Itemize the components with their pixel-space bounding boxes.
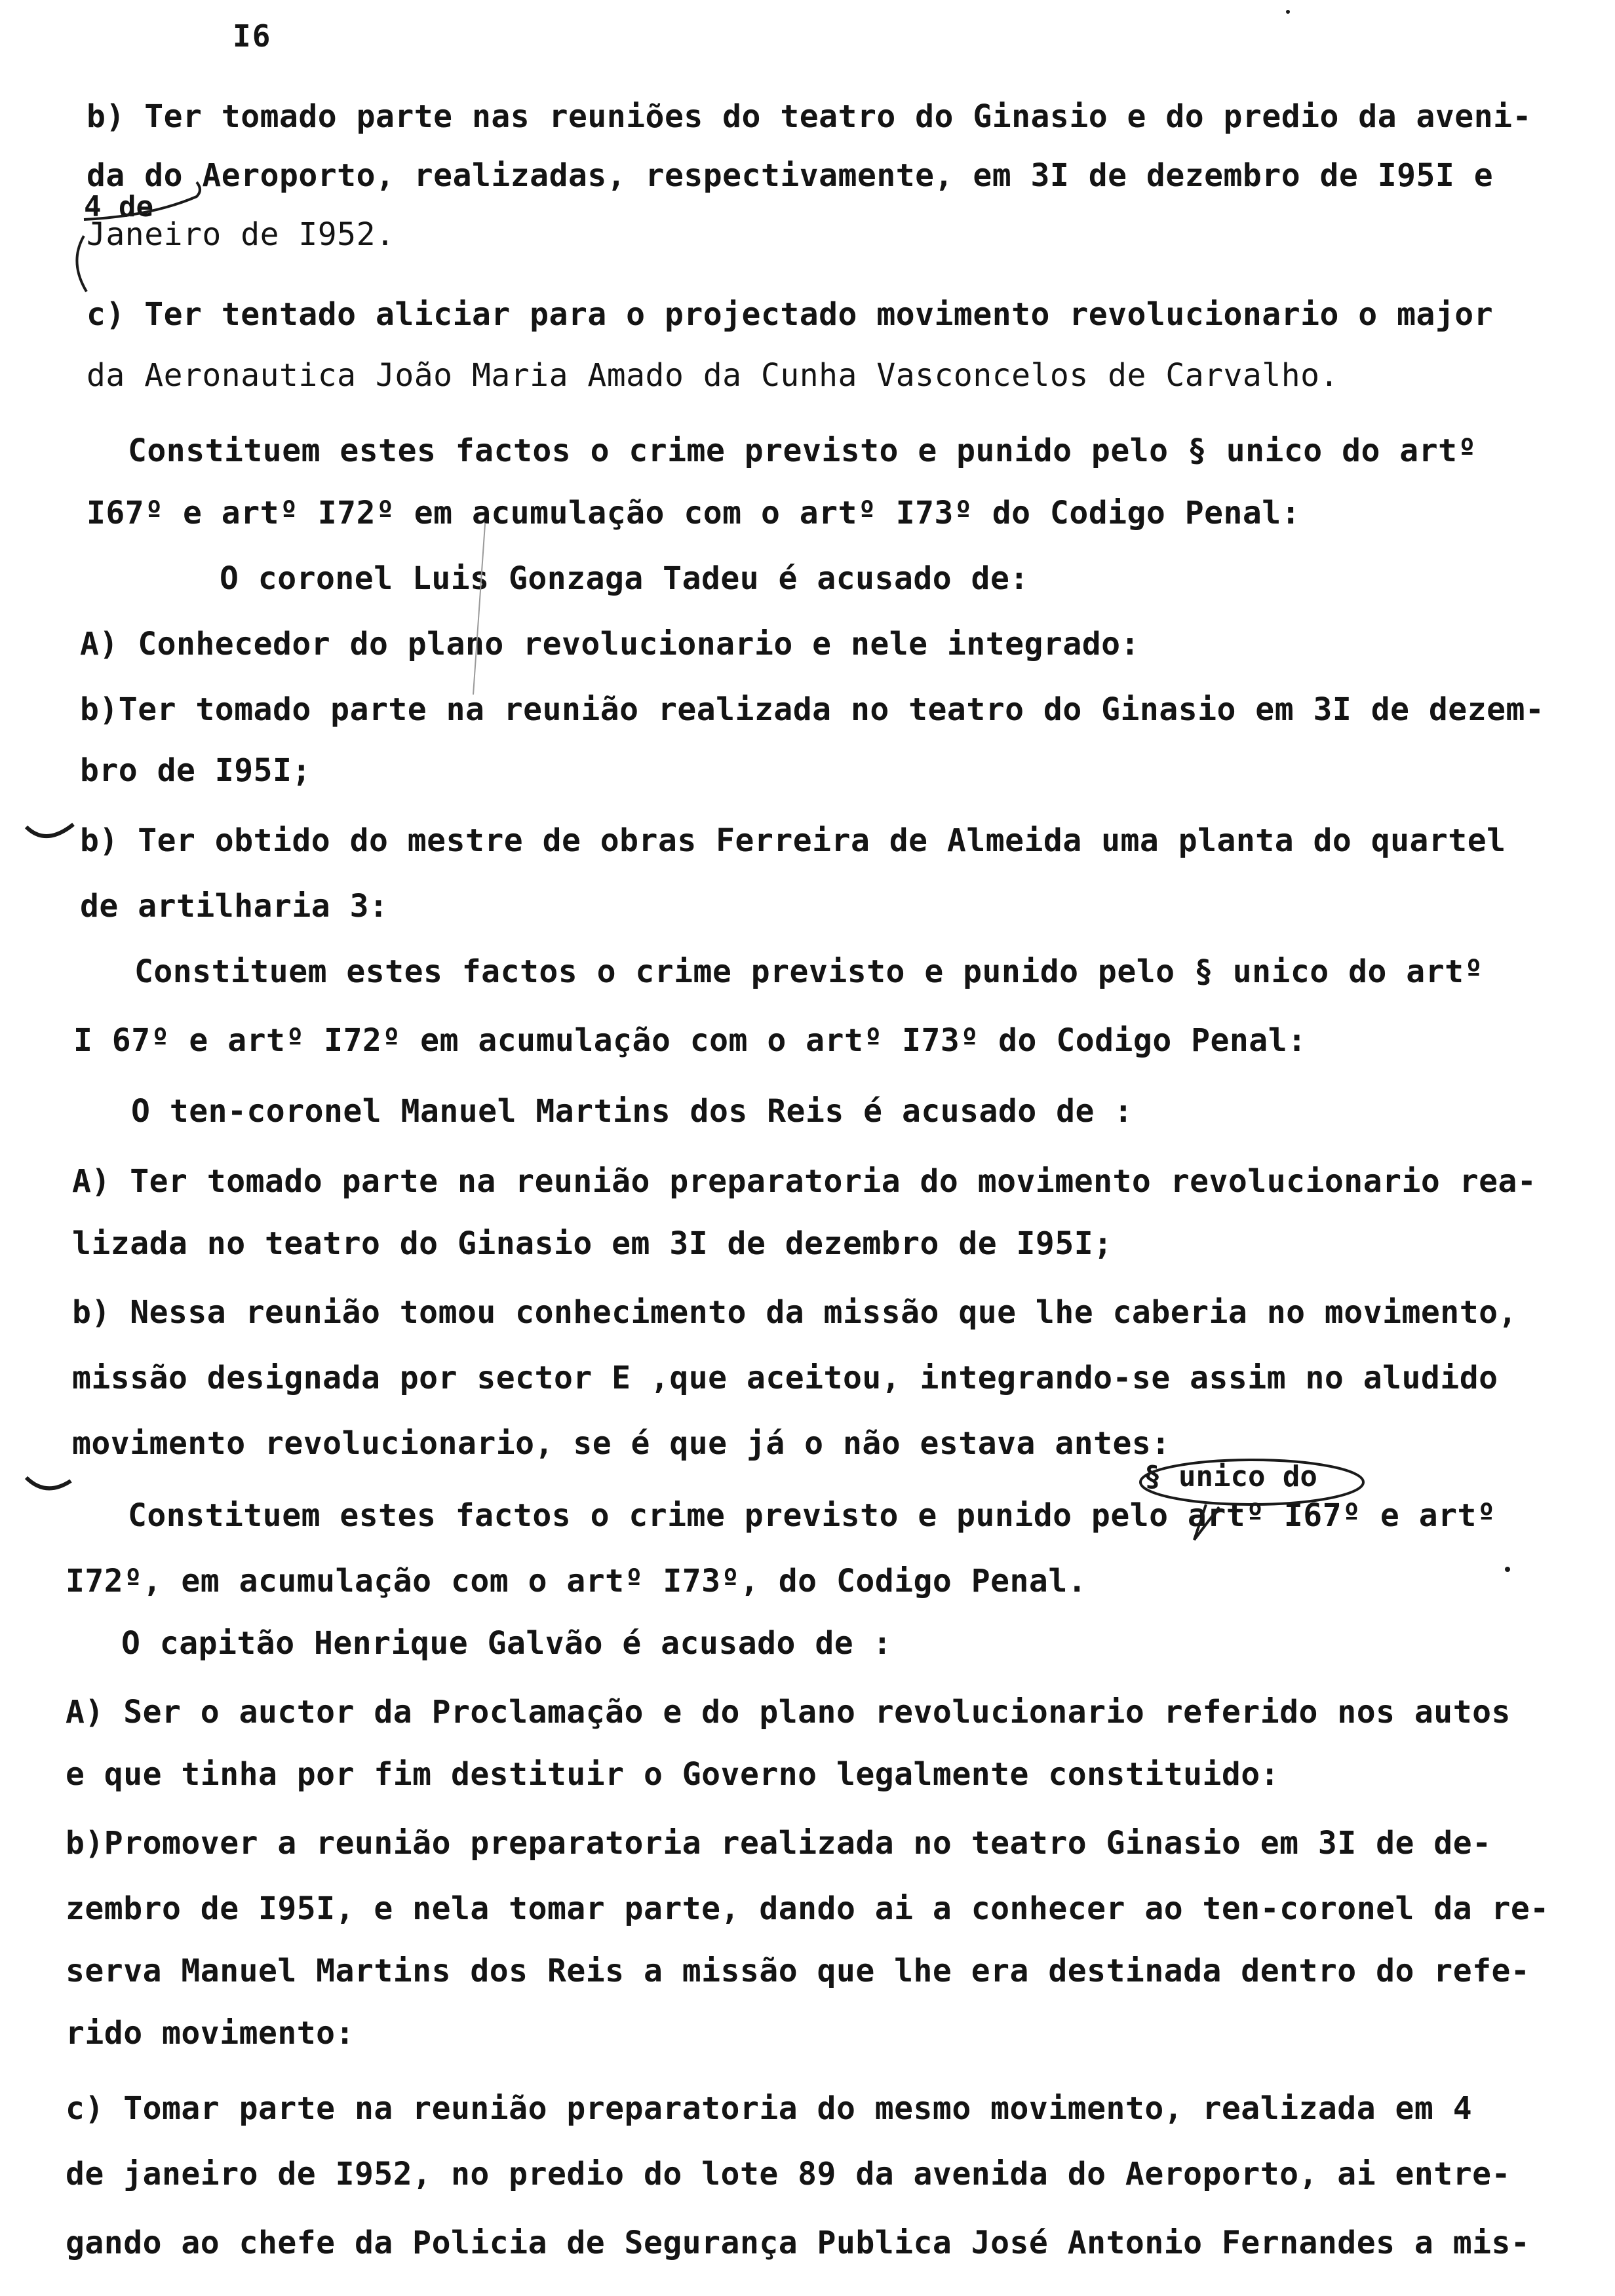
text-line: bro de I95I;: [80, 752, 311, 789]
text-line: A) Ser o auctor da Proclamação e do plano revolucionario referido nos autos: [66, 1694, 1511, 1731]
text-line: da Aeronautica João Maria Amado da Cunha Vasconcelos de Carvalho.: [87, 357, 1339, 394]
text-line: e que tinha por fim destituir o Governo legalmente constituido:: [66, 1756, 1280, 1793]
text-line: O ten-coronel Manuel Martins dos Reis é acusado de :: [131, 1093, 1133, 1130]
margin-check-mark: [26, 1478, 71, 1488]
text-line: zembro de I95I, e nela tomar parte, dando ai a conhecer ao ten-coronel da re-: [66, 1890, 1549, 1927]
margin-check-mark: [26, 824, 73, 836]
text-line: Constituem estes factos o crime previsto e punido pelo § unico do artº: [128, 432, 1477, 469]
text-line: lizada no teatro do Ginasio em 3I de dezembro de I95I;: [72, 1225, 1113, 1262]
text-line: b) Nessa reunião tomou conhecimento da missão que lhe caberia no movimento,: [72, 1294, 1517, 1331]
text-line: movimento revolucionario, se é que já o não estava antes:: [72, 1425, 1171, 1462]
text-line: de janeiro de I952, no predio do lote 89 da avenida do Aeroporto, ai entre-: [66, 2156, 1511, 2192]
text-line: b)Ter tomado parte na reunião realizada no teatro do Ginasio em 3I de dezem-: [80, 691, 1545, 728]
text-line: b) Ter tomado parte nas reuniões do teatro do Ginasio e do predio da aveni-: [87, 98, 1532, 135]
text-line: I72º, em acumulação com o artº I73º, do Codigo Penal.: [66, 1563, 1087, 1599]
text-line: gando ao chefe da Policia de Segurança Publica José Antonio Fernandes a mis-: [66, 2225, 1530, 2261]
pencil-stroke-mark: [473, 524, 485, 695]
text-line: c) Ter tentado aliciar para o projectado movimento revolucionario o major: [87, 296, 1494, 333]
text-line: O capitão Henrique Galvão é acusado de :: [121, 1625, 892, 1662]
text-line: I67º e artº I72º em acumulação com o artº I73º do Codigo Penal:: [87, 495, 1301, 531]
handwritten-insert-date: 4 de: [84, 190, 153, 223]
text-line: serva Manuel Martins dos Reis a missão que lhe era destinada dentro do refe-: [66, 1953, 1530, 1989]
text-line: c) Tomar parte na reunião preparatoria do mesmo movimento, realizada em 4: [66, 2090, 1473, 2127]
text-line: b) Ter obtido do mestre de obras Ferreira de Almeida uma planta do quartel: [80, 822, 1506, 859]
text-line: I 67º e artº I72º em acumulação com o artº I73º do Codigo Penal:: [73, 1022, 1307, 1059]
text-line: Janeiro de I952.: [87, 216, 395, 253]
text-line: A) Ter tomado parte na reunião preparatoria do movimento revolucionario rea-: [72, 1163, 1537, 1200]
text-line: de artilharia 3:: [80, 888, 389, 925]
text-line: missão designada por sector E ,que aceitou, integrando-se assim no aludido: [72, 1360, 1498, 1396]
ink-dot-mark: [1505, 1567, 1510, 1572]
text-line: rido movimento:: [66, 2015, 355, 2052]
text-line: Constituem estes factos o crime previsto e punido pelo artº I67º e artº: [128, 1497, 1496, 1534]
text-line: da do Aeroporto, realizadas, respectivamente, em 3I de dezembro de I95I e: [87, 157, 1494, 194]
handwritten-insert-paragraph: § unico do: [1144, 1460, 1317, 1493]
text-line: O coronel Luis Gonzaga Tadeu é acusado de:: [220, 560, 1029, 597]
page-number: I6: [233, 18, 272, 54]
margin-bracket-mark: [77, 236, 87, 292]
ink-dot-mark: [1286, 10, 1290, 14]
text-line: b)Promover a reunião preparatoria realizada no teatro Ginasio em 3I de de-: [66, 1825, 1492, 1862]
text-line: Constituem estes factos o crime previsto e punido pelo § unico do artº: [134, 953, 1483, 990]
text-line: A) Conhecedor do plano revolucionario e nele integrado:: [80, 626, 1140, 662]
